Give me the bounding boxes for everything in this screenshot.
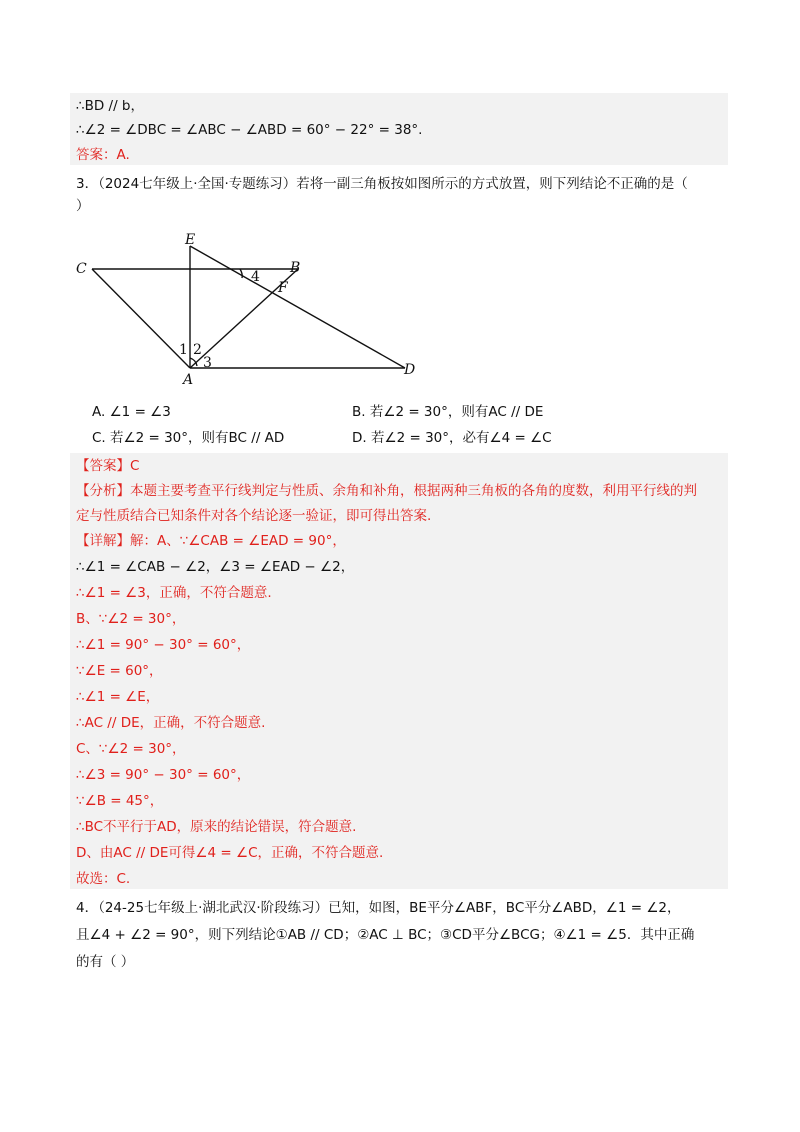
label-D: D: [404, 362, 416, 378]
label-A: A: [183, 372, 194, 388]
option-c[interactable]: C. 若∠2 = 30°，则有BC // AD: [92, 430, 285, 446]
option-b[interactable]: B. 若∠2 = 30°，则有AC // DE: [352, 404, 544, 420]
answer-line: [76, 456, 139, 476]
answer-tag: 【答案】: [76, 458, 130, 474]
analysis-line-2: 定与性质结合已知条件对各个结论逐一验证，即可得出答案.: [76, 508, 432, 524]
q3-stem-line-1: 3．（2024七年级上·全国·专题练习）若将一副三角板按如图所示的方式放置，则下列结论不正确的是（: [76, 176, 688, 192]
q3-stem: [76, 173, 728, 217]
detail-line-0: [76, 531, 346, 551]
label-F: F: [278, 280, 288, 296]
detail-line-3: B、∵∠2 = 30°，: [76, 611, 186, 627]
detail-line-4: ∴∠1 = 90° − 30° = 60°，: [76, 637, 251, 653]
analysis-tag: 【分析】: [76, 483, 130, 499]
prev-answer-line: 答案：A.: [76, 147, 130, 163]
analysis-line-1: [76, 481, 697, 501]
prev-line-2: ∴∠2 = ∠DBC = ∠ABC − ∠ABD = 60° − 22° = 38°.: [76, 122, 423, 138]
label-2: 2: [193, 342, 202, 358]
option-d[interactable]: D. 若∠2 = 30°，必有∠4 = ∠C: [352, 430, 552, 446]
label-E: E: [185, 232, 196, 248]
q3-stem-line-2: ）: [76, 198, 90, 214]
detail-line-7: ∴AC // DE，正确，不符合题意.: [76, 715, 266, 731]
analysis-text-1: 本题主要考查平行线判定与性质、余角和补角，根据两种三角板的各角的度数，利用平行线的判: [130, 483, 697, 499]
option-a[interactable]: A. ∠1 = ∠3: [92, 404, 171, 420]
label-4: 4: [251, 269, 260, 285]
detail-line-11: ∴BC不平行于AD，原来的结论错误，符合题意.: [76, 819, 357, 835]
label-C: C: [76, 261, 87, 277]
detail-line-6: ∴∠1 = ∠E，: [76, 689, 160, 705]
detail-line-13: 故选：C.: [76, 871, 131, 887]
label-1: 1: [179, 342, 188, 358]
prev-line-1: ∴BD // b，: [76, 98, 144, 114]
answer-value: C: [130, 458, 140, 474]
detail-tag: 【详解】: [76, 533, 130, 549]
detail-line-2: ∴∠1 = ∠3，正确，不符合题意.: [76, 585, 272, 601]
q4-line-1: 4．（24-25七年级上·湖北武汉·阶段练习）已知，如图，BE平分∠ABF，BC平分∠ABD，∠1 = ∠2，: [76, 900, 681, 916]
q4-line-3: 的有（ ）: [76, 954, 135, 970]
q3-figure: [0, 228, 800, 388]
detail-line-1: ∴∠1 = ∠CAB − ∠2，∠3 = ∠EAD − ∠2，: [76, 559, 355, 575]
detail-line-5: ∵∠E = 60°，: [76, 663, 163, 679]
detail-line-10: ∵∠B = 45°，: [76, 793, 164, 809]
detail-text-0: 解：A、∵∠CAB = ∠EAD = 90°，: [130, 533, 346, 549]
detail-line-9: ∴∠3 = 90° − 30° = 60°，: [76, 767, 251, 783]
detail-line-8: C、∵∠2 = 30°，: [76, 741, 186, 757]
label-B: B: [290, 260, 301, 276]
detail-line-12: D、由AC // DE可得∠4 = ∠C，正确，不符合题意.: [76, 845, 384, 861]
q4-line-2: 且∠4 + ∠2 = 90°，则下列结论①AB // CD；②AC ⊥ BC；③CD平分∠BCG；④∠1 = ∠5．其中正确: [76, 927, 695, 943]
label-3: 3: [203, 355, 212, 371]
